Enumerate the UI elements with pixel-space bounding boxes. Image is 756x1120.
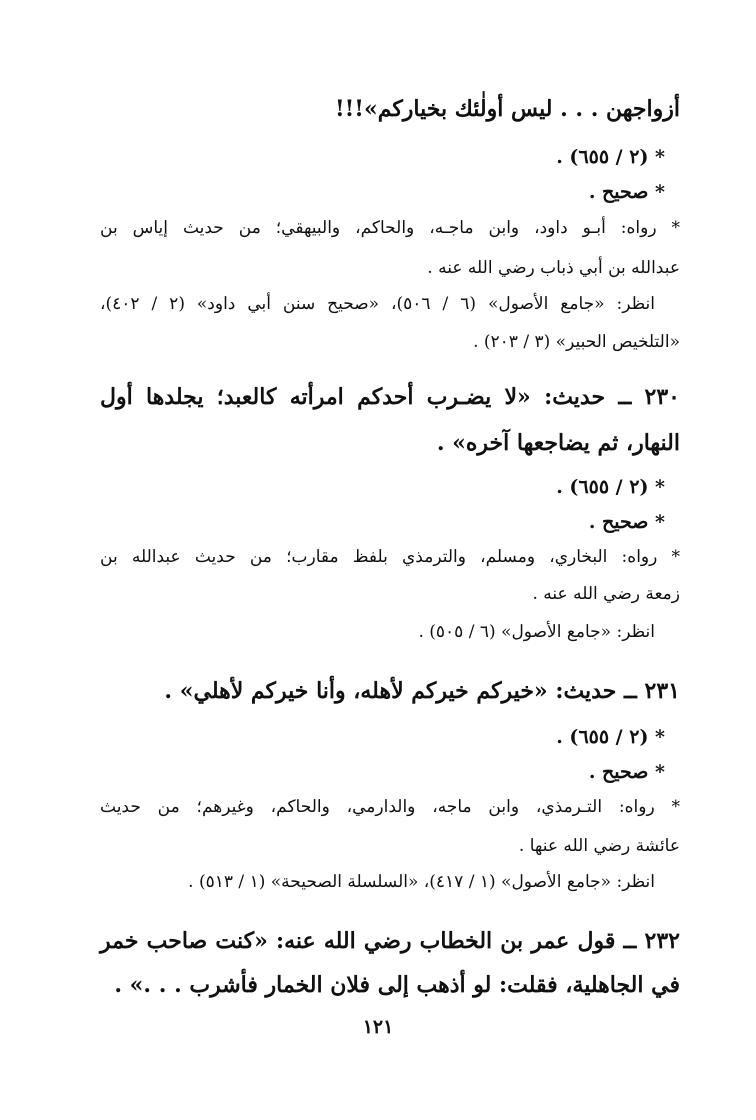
volume-reference: * (٢ / ٦٥٥) . xyxy=(556,476,665,498)
hadith-heading-231: ٢٣١ ــ حديث: «خيركم خيركم لأهله، وأنا خيركم لأهلي» . xyxy=(164,678,680,704)
hadith-heading-232: ٢٣٢ ــ قول عمر بن الخطاب رضي الله عنه: «كنت صاحب خمر xyxy=(100,928,680,954)
page-number: ١٢١ xyxy=(362,1016,394,1038)
hadith-text-line: أزواجهن . . . ليس أولٰئك بخياركم»!!! xyxy=(334,96,680,122)
hadith-text-line: النهار، ثم يضاجعها آخره» . xyxy=(436,430,680,456)
sources-line: انظر: «جامع الأصول» (٦ / ٥٠٦)، «صحيح سنن أبي داود» (٢ / ٤٠٢)، xyxy=(100,294,655,314)
narration-line: زمعة رضي الله عنه . xyxy=(532,584,680,604)
narration-line: * رواه: أبـو داود، وابن ماجـه، والحاكم، والبيهقي؛ من حديث إياس بن xyxy=(100,218,680,238)
grading-line: * صحيح . xyxy=(588,181,665,203)
narration-line: عبدالله بن أبي ذباب رضي الله عنه . xyxy=(427,258,680,278)
hadith-text-line: في الجاهلية، فقلت: لو أذهب إلى فلان الخمار فأشرب . . .» . xyxy=(114,972,680,998)
volume-reference: * (٢ / ٦٥٥) . xyxy=(556,146,665,168)
grading-line: * صحيح . xyxy=(588,761,665,783)
grading-line: * صحيح . xyxy=(588,511,665,533)
volume-reference: * (٢ / ٦٥٥) . xyxy=(556,726,665,748)
narration-line: عائشة رضي الله عنها . xyxy=(518,836,680,856)
hadith-heading-230: ٢٣٠ ــ حديث: «لا يضـرب أحدكم امرأته كالعبد؛ يجلدها أول xyxy=(100,384,680,410)
sources-line: انظر: «جامع الأصول» (٦ / ٥٠٥) . xyxy=(418,622,655,642)
sources-line: «التلخيص الحبير» (٣ / ٢٠٣) . xyxy=(473,332,680,352)
narration-line: * رواه: التـرمذي، وابن ماجه، والدارمي، والحاكم، وغيرهم؛ من حديث xyxy=(100,797,680,817)
sources-line: انظر: «جامع الأصول» (١ / ٤١٧)، «السلسلة الصحيحة» (١ / ٥١٣) . xyxy=(188,872,655,892)
narration-line: * رواه: البخاري، ومسلم، والترمذي بلفظ مقارب؛ من حديث عبدالله بن xyxy=(100,547,680,567)
